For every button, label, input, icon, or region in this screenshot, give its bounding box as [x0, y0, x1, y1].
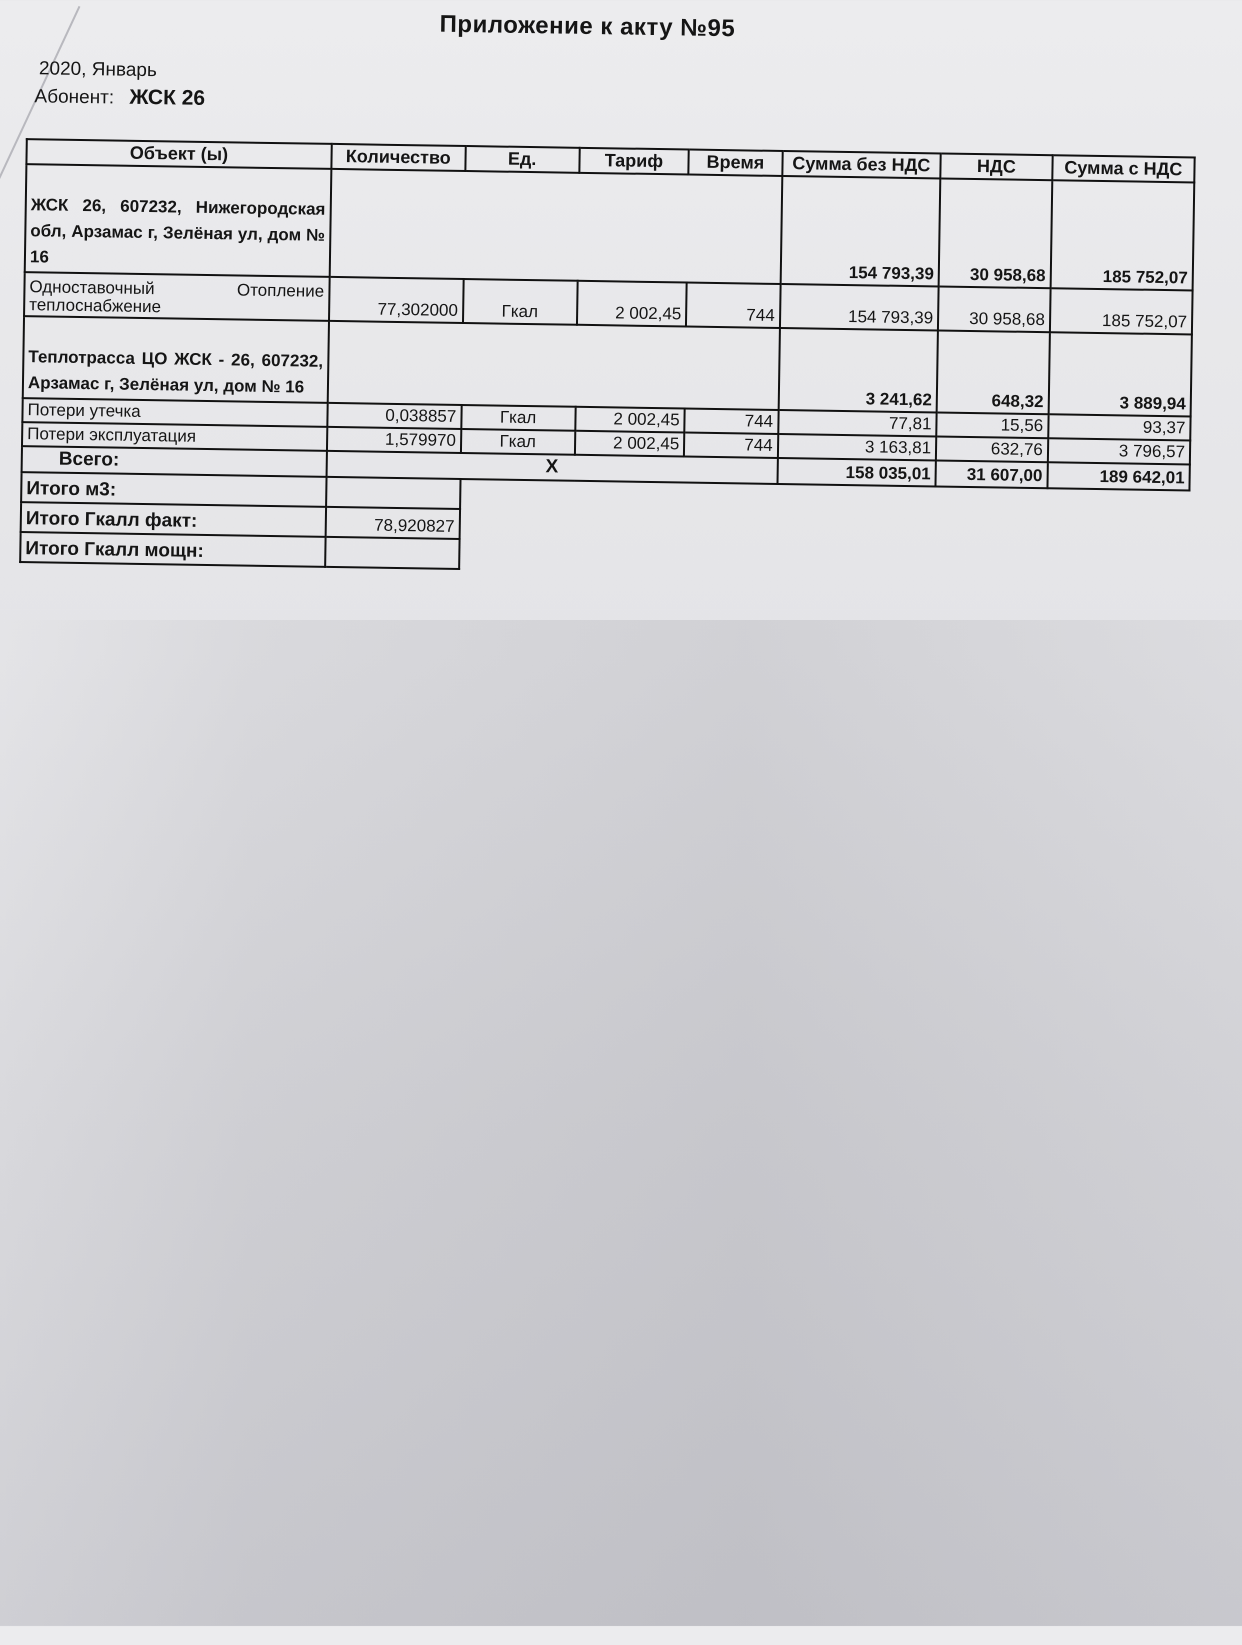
object-sum-with-vat: 3 889,94 — [1048, 332, 1191, 416]
loss-vat: 15,56 — [936, 412, 1048, 438]
service-name: Одноставочный Отопление теплоснабжение — [24, 272, 329, 321]
total-label: Всего: — [22, 446, 327, 477]
service-tariff: 2 002,45 — [576, 281, 686, 327]
loss-tariff: 2 002,45 — [575, 407, 685, 433]
col-vat: НДС — [940, 153, 1052, 180]
loss-unit: Гкал — [461, 429, 575, 455]
object-empty-cell — [327, 321, 779, 410]
total-mark: Х — [326, 451, 777, 484]
subscriber-label: Абонент: — [34, 86, 115, 109]
col-qty: Количество — [331, 144, 465, 171]
loss-time: 744 — [684, 408, 778, 433]
object-sum-no-vat: 154 793,39 — [780, 176, 940, 286]
service-sum-no-vat: 154 793,39 — [780, 284, 939, 330]
loss-qty: 0,038857 — [327, 403, 461, 429]
col-unit: Ед. — [465, 146, 579, 173]
object-name: Теплотрасса ЦО ЖСК - 26, 607232, Арзамас г, Зелёная ул, дом № 16 — [23, 316, 329, 403]
document-title: Приложение к акту №95 — [439, 10, 736, 43]
loss-name: Потери эксплуатация — [22, 422, 327, 451]
loss-sum-no-vat: 77,81 — [778, 410, 937, 436]
loss-qty: 1,579970 — [327, 427, 461, 453]
total-vat: 31 607,00 — [936, 460, 1048, 488]
loss-sum-no-vat: 3 163,81 — [778, 434, 937, 460]
service-qty: 77,302000 — [329, 277, 464, 323]
loss-unit: Гкал — [461, 405, 575, 431]
summary-gcal-power-label: Итого Гкалл мощн: — [20, 532, 325, 567]
col-object: Объект (ы) — [26, 139, 331, 169]
object-name: ЖСК 26, 607232, Нижегородская обл, Арзамас г, Зелёная ул, дом № 16 — [25, 164, 331, 277]
total-sum-with-vat: 189 642,01 — [1047, 462, 1190, 490]
loss-vat: 632,76 — [936, 436, 1048, 462]
summary-gcal-fact-value: 78,920827 — [325, 507, 460, 539]
object-vat: 30 958,68 — [939, 178, 1052, 288]
service-time: 744 — [686, 283, 780, 328]
col-sum-no-vat: Сумма без НДС — [782, 151, 941, 178]
loss-time: 744 — [684, 432, 778, 457]
loss-name: Потери утечка — [22, 398, 327, 427]
object-empty-cell — [329, 169, 782, 284]
object-sum-with-vat: 185 752,07 — [1050, 180, 1194, 290]
service-sum-with-vat: 185 752,07 — [1050, 288, 1193, 334]
service-unit: Гкал — [463, 279, 577, 325]
summary-gcal-power-value — [325, 537, 460, 569]
col-sum-with-vat: Сумма с НДС — [1052, 155, 1195, 182]
summary-m3-label: Итого м3: — [21, 472, 326, 507]
summary-m3-value — [326, 477, 461, 509]
object-sum-no-vat: 3 241,62 — [778, 328, 938, 412]
loss-sum-with-vat: 93,37 — [1048, 414, 1191, 440]
period: 2020, Январь — [38, 58, 158, 82]
loss-tariff: 2 002,45 — [574, 431, 684, 457]
loss-sum-with-vat: 3 796,57 — [1048, 438, 1191, 464]
object-row — [25, 164, 1195, 290]
subscriber-line — [34, 84, 205, 111]
total-sum-no-vat: 158 035,01 — [777, 458, 936, 486]
summary-gcal-fact-label: Итого Гкалл факт: — [21, 502, 326, 537]
col-time: Время — [689, 150, 783, 176]
subscriber-name: ЖСК 26 — [129, 85, 206, 110]
col-tariff: Тариф — [579, 148, 689, 175]
object-vat: 648,32 — [937, 330, 1050, 414]
act-table — [19, 138, 1196, 581]
service-vat: 30 958,68 — [938, 286, 1050, 332]
